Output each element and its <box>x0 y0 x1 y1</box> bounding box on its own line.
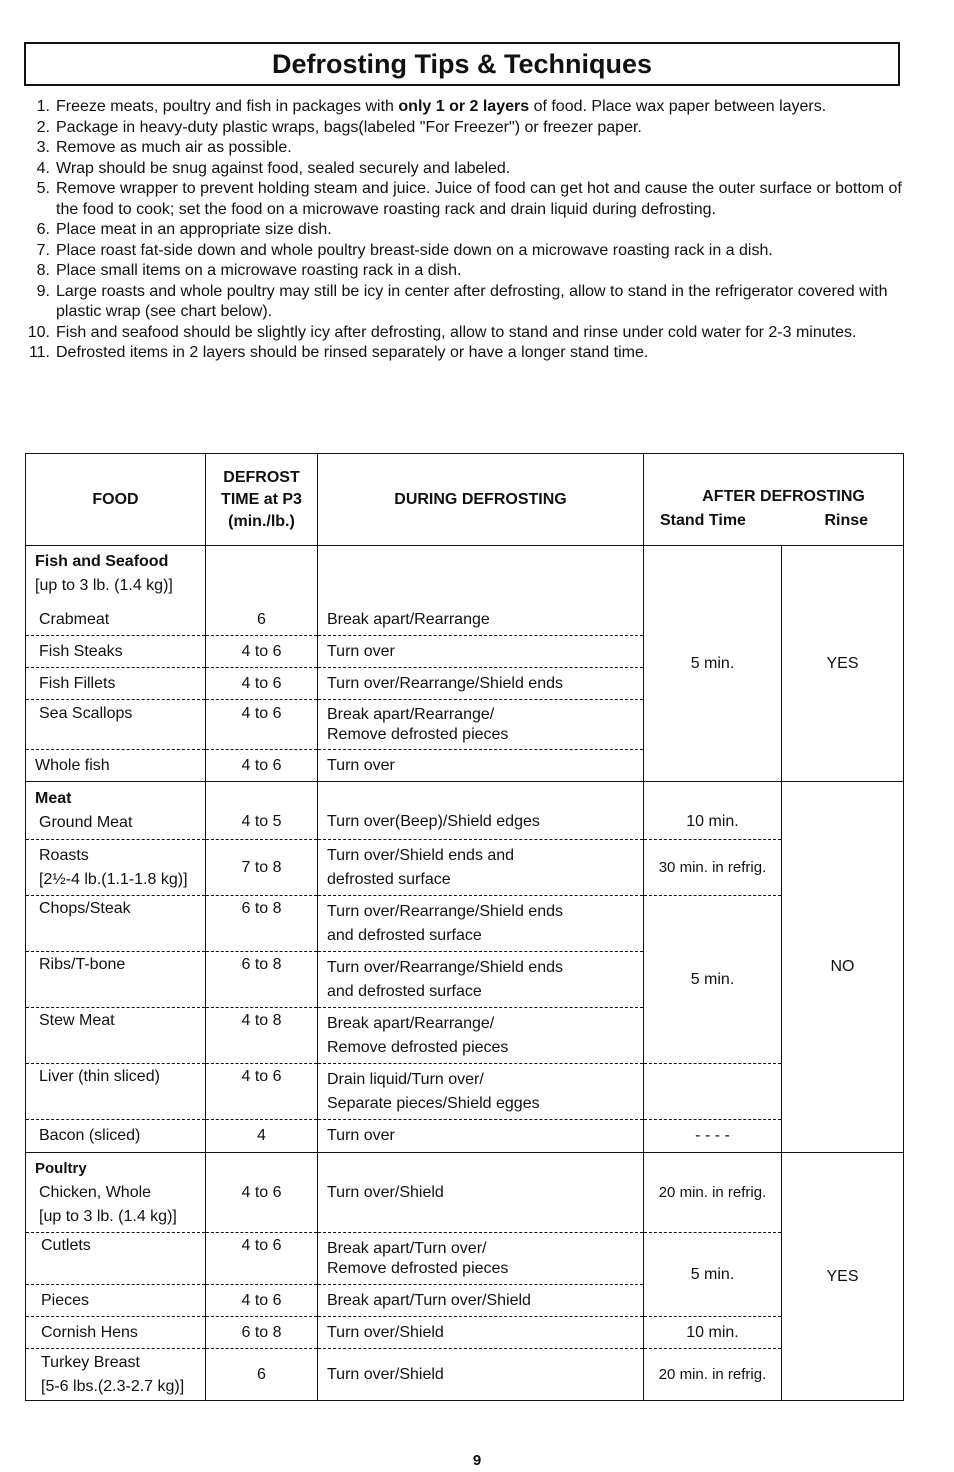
tip-number: 5. <box>36 180 50 197</box>
time-cell: 4 to 6 <box>206 1285 318 1317</box>
time-cell: 6 to 8 <box>206 952 318 1008</box>
tip-text: Fish and seafood should be slightly icy after defrosting, allow to stand and rinse under cold water for 2-3 minutes. <box>56 323 857 341</box>
page-number: 9 <box>472 1452 482 1469</box>
tip-item <box>24 159 904 180</box>
during-cell: Turn over/Shield <box>318 1349 644 1401</box>
time-cell: 4 to 5 <box>206 782 318 840</box>
stand-fish: 5 min. <box>644 546 782 782</box>
tip-number: 2. <box>36 118 50 136</box>
time-cell: 4 to 6 <box>206 636 318 668</box>
stand-cell: - - - - <box>644 1120 782 1153</box>
during-cell: Turn over(Beep)/Shield edges <box>318 782 644 840</box>
during-cell: Turn over/Shield <box>318 1317 644 1349</box>
stand-cell: 5 min. <box>644 1233 782 1317</box>
time-cell: 6 <box>206 1349 318 1401</box>
table-row <box>26 1349 904 1401</box>
food-cell: Stew Meat <box>26 1008 206 1064</box>
food-cell: Ribs/T-bone <box>26 952 206 1008</box>
stand-cell: 10 min. <box>644 1317 782 1349</box>
tip-item <box>24 220 904 241</box>
during-cell: Turn over <box>318 1120 644 1153</box>
time-cell: 6 to 8 <box>206 896 318 952</box>
table-row <box>26 1233 904 1285</box>
time-cell: 4 <box>206 1120 318 1153</box>
section-row-fish <box>26 546 904 606</box>
title-box <box>24 42 900 86</box>
stand-cell: 20 min. in refrig. <box>644 1153 782 1233</box>
time-cell: 7 to 8 <box>206 840 318 896</box>
stand-cell: 20 min. in refrig. <box>644 1349 782 1401</box>
header-row <box>26 454 904 546</box>
tip-item <box>24 343 904 364</box>
tip-item <box>24 261 904 282</box>
time-cell: 4 to 6 <box>206 700 318 750</box>
during-cell: Break apart/Rearrange <box>318 606 644 636</box>
tip-item <box>24 323 904 344</box>
table-row <box>26 840 904 896</box>
section-label-fish: Fish and Seafood <box>35 553 169 570</box>
table-row <box>26 1064 904 1120</box>
time-cell: 6 <box>206 606 318 636</box>
food-cell: Liver (thin sliced) <box>26 1064 206 1120</box>
tip-item <box>24 282 904 323</box>
table-row <box>26 1317 904 1349</box>
table-row <box>26 896 904 952</box>
tip-text: Place roast fat-side down and whole poultry breast-side down on a microwave roasting rack in a dish. <box>56 241 773 259</box>
tip-text: Large roasts and whole poultry may still be icy in center after defrosting, allow to stand in the refrigerator covered with plastic wrap (see chart below). <box>56 282 888 320</box>
stand-cell: 5 min. <box>644 896 782 1064</box>
food-cell: Turkey Breast [5-6 lbs.(2.3-2.7 kg)] <box>26 1349 206 1401</box>
tip-text: Package in heavy-duty plastic wraps, bags(labeled "For Freezer") or freezer paper. <box>56 118 642 136</box>
tip-item <box>24 241 904 262</box>
section-label-poultry: Poultry <box>35 1159 87 1177</box>
during-cell: Break apart/Rearrange/ Remove defrosted pieces <box>318 700 644 750</box>
time-cell: 4 to 6 <box>206 750 318 782</box>
food-cell: Cutlets <box>26 1233 206 1285</box>
food-cell: Bacon (sliced) <box>26 1120 206 1153</box>
header-during-defrosting: DURING DEFROSTING <box>318 454 644 546</box>
tip-item <box>24 179 904 220</box>
food-cell: Sea Scallops <box>26 700 206 750</box>
food-cell: Chops/Steak <box>26 896 206 952</box>
tip-text: Remove as much air as possible. <box>56 139 292 156</box>
tip-item: 1. Freeze meats, poultry and fish in packages with only 1 or 2 layers of food. Place wax paper between layers. <box>24 97 904 118</box>
food-cell: Roasts [2½-4 lb.(1.1-1.8 kg)] <box>26 840 206 896</box>
rinse-meat: NO <box>782 782 904 1153</box>
tip-text: Place meat in an appropriate size dish. <box>56 221 332 238</box>
during-cell: Break apart/Turn over/ Remove defrosted pieces <box>318 1233 644 1285</box>
food-cell: Whole fish <box>26 750 206 782</box>
tip-number: 6. <box>36 221 50 238</box>
header-defrost-time: DEFROST TIME at P3 (min./lb.) <box>206 454 318 546</box>
rinse-fish: YES <box>782 546 904 782</box>
food-cell: Pieces <box>26 1285 206 1317</box>
table-row <box>26 782 904 840</box>
tips-list <box>24 97 904 364</box>
tip-number: 7. <box>36 241 50 259</box>
during-cell: Turn over/Rearrange/Shield ends and defrosted surface <box>318 952 644 1008</box>
during-cell: Turn over <box>318 750 644 782</box>
page-title: Defrosting Tips & Techniques <box>271 49 653 79</box>
header-after-defrosting: AFTER DEFROSTING Stand Time Rinse <box>644 454 904 546</box>
tip-emphasis: only 1 or 2 layers <box>398 98 530 115</box>
tip-number: 11. <box>28 344 50 361</box>
stand-cell: 30 min. in refrig. <box>644 840 782 896</box>
time-cell: 4 to 6 <box>206 1064 318 1120</box>
time-cell: 4 to 8 <box>206 1008 318 1064</box>
tip-number: 3. <box>36 139 50 156</box>
table-row: Poultry Chicken, Whole [up to 3 lb. (1.4 kg)] 4 to 6 Turn over/Shield 20 min. in refrig. YES <box>26 1153 904 1233</box>
tip-number: 10. <box>27 323 50 341</box>
food-cell: Crabmeat <box>39 611 110 629</box>
during-cell: Turn over <box>318 636 644 668</box>
tip-item <box>24 138 904 159</box>
during-cell: Turn over/Rearrange/Shield ends and defrosted surface <box>318 896 644 952</box>
tip-text: Place small items on a microwave roasting rack in a dish. <box>56 262 462 279</box>
during-cell: Drain liquid/Turn over/ Separate pieces/Shield egges <box>318 1064 644 1120</box>
table-row <box>26 1120 904 1153</box>
time-cell: 4 to 6 <box>206 1233 318 1285</box>
food-cell: Cornish Hens <box>26 1317 206 1349</box>
tip-text: Remove wrapper to prevent holding steam and juice. Juice of food can get hot and cause the outer surface or bottom of the food to cook; set the food on a microwave roasting rack and drain liquid during defrosting. <box>56 180 902 218</box>
during-cell: Break apart/Turn over/Shield <box>318 1285 644 1317</box>
time-cell: 4 to 6 <box>206 1153 318 1233</box>
time-cell: 4 to 6 <box>206 668 318 700</box>
time-cell: 6 to 8 <box>206 1317 318 1349</box>
defrost-table <box>25 453 904 1401</box>
during-cell: Turn over/Shield <box>318 1153 644 1233</box>
tip-number: 4. <box>36 159 50 177</box>
food-cell: Fish Fillets <box>26 668 206 700</box>
header-stand-time: Stand Time <box>660 511 746 529</box>
header-rinse: Rinse <box>824 511 869 529</box>
tip-number: 1. <box>36 98 50 115</box>
tip-number: 9. <box>36 282 50 300</box>
during-cell: Break apart/Rearrange/ Remove defrosted pieces <box>318 1008 644 1064</box>
stand-cell: 10 min. <box>644 782 782 840</box>
section-note-fish: [up to 3 lb. (1.4 kg)] <box>35 577 173 594</box>
section-label-meat: Meat <box>35 789 72 807</box>
food-cell: Ground Meat <box>39 813 133 831</box>
header-food: FOOD <box>92 490 139 508</box>
tip-number: 8. <box>36 262 50 279</box>
food-cell: Fish Steaks <box>26 636 206 668</box>
during-cell: Turn over/Rearrange/Shield ends <box>318 668 644 700</box>
tip-text: Wrap should be snug against food, sealed securely and labeled. <box>56 159 511 177</box>
rinse-poultry: YES <box>782 1153 904 1401</box>
during-cell: Turn over/Shield ends and defrosted surface <box>318 840 644 896</box>
tip-text: Defrosted items in 2 layers should be rinsed separately or have a longer stand time. <box>56 344 649 361</box>
tip-item <box>24 118 904 139</box>
